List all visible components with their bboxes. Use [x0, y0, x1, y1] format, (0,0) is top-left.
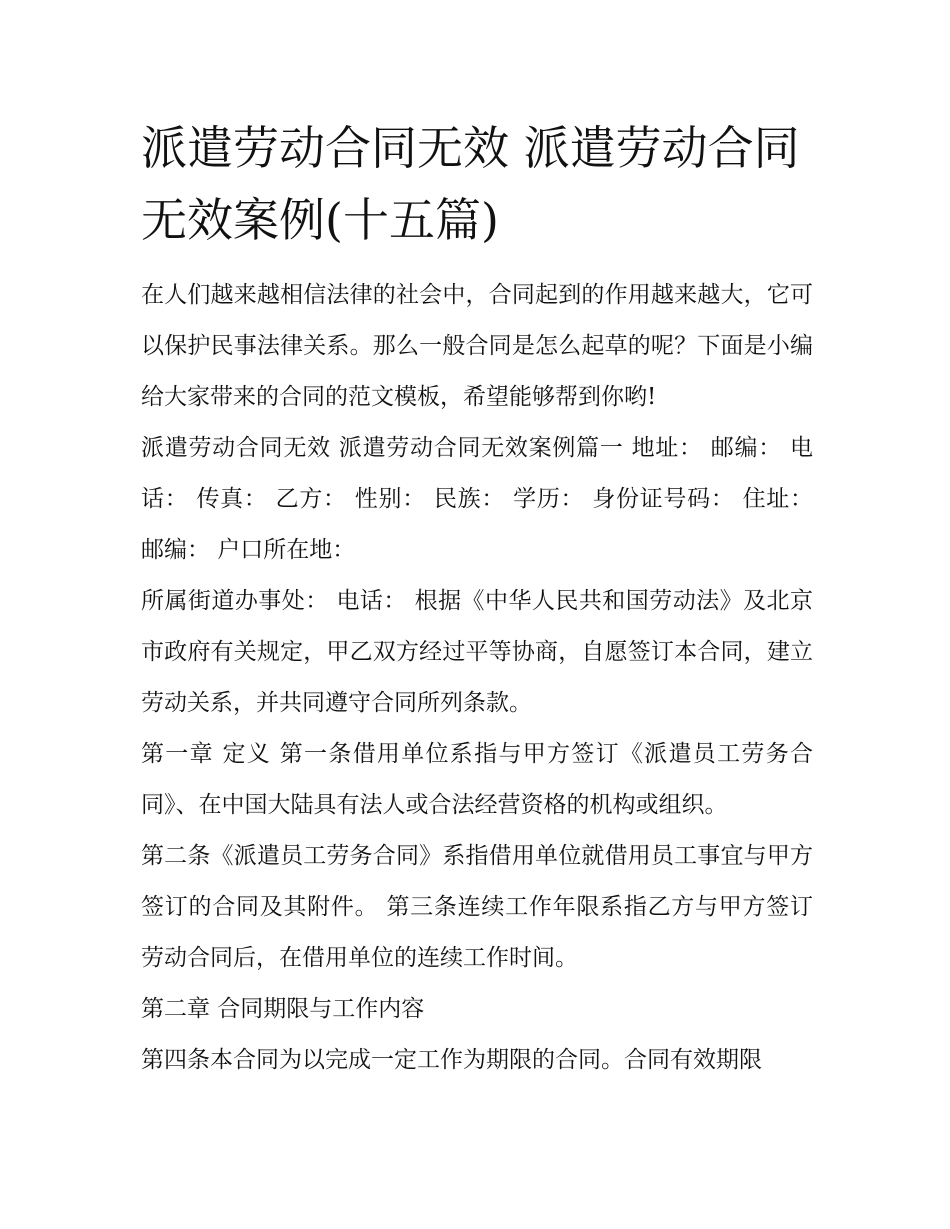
article-two-three-paragraph: 第二条《派遣员工劳务合同》系指借用单位就借用员工事宜与甲方签订的合同及其附件。 第三条连续工作年限系指乙方与甲方签订劳动合同后，在借用单位的连续工作时间。	[141, 843, 813, 971]
contract-header-paragraph: 派遣劳动合同无效 派遣劳动合同无效案例篇一 地址： 邮编： 电话： 传真： 乙方： 性别： 民族： 学历： 身份证号码： 住址： 邮编： 户口所在地：	[141, 435, 813, 563]
preamble-paragraph: 所属街道办事处： 电话： 根据《中华人民共和国劳动法》及北京市政府有关规定，甲乙双方经过平等协商，自愿签订本合同，建立劳动关系，并共同遵守合同所列条款。	[141, 588, 813, 716]
intro-paragraph: 在人们越来越相信法律的社会中，合同起到的作用越来越大，它可以保护民事法律关系。那么一般合同是怎么起草的呢？下面是小编给大家带来的合同的范文模板，希望能够帮到你哟!	[141, 282, 813, 410]
article-four-paragraph: 第四条本合同为以完成一定工作为期限的合同。合同有效期限	[141, 1047, 762, 1073]
document-body	[141, 270, 813, 1086]
chapter-one-paragraph: 第一章 定义 第一条借用单位系指与甲方签订《派遣员工劳务合同》、在中国大陆具有法人或合法经营资格的机构或组织。	[141, 741, 813, 818]
chapter-two-heading: 第二章 合同期限与工作内容	[141, 996, 425, 1022]
document-title: 派遣劳动合同无效 派遣劳动合同无效案例(十五篇)	[141, 121, 800, 247]
document-content	[141, 112, 813, 1086]
